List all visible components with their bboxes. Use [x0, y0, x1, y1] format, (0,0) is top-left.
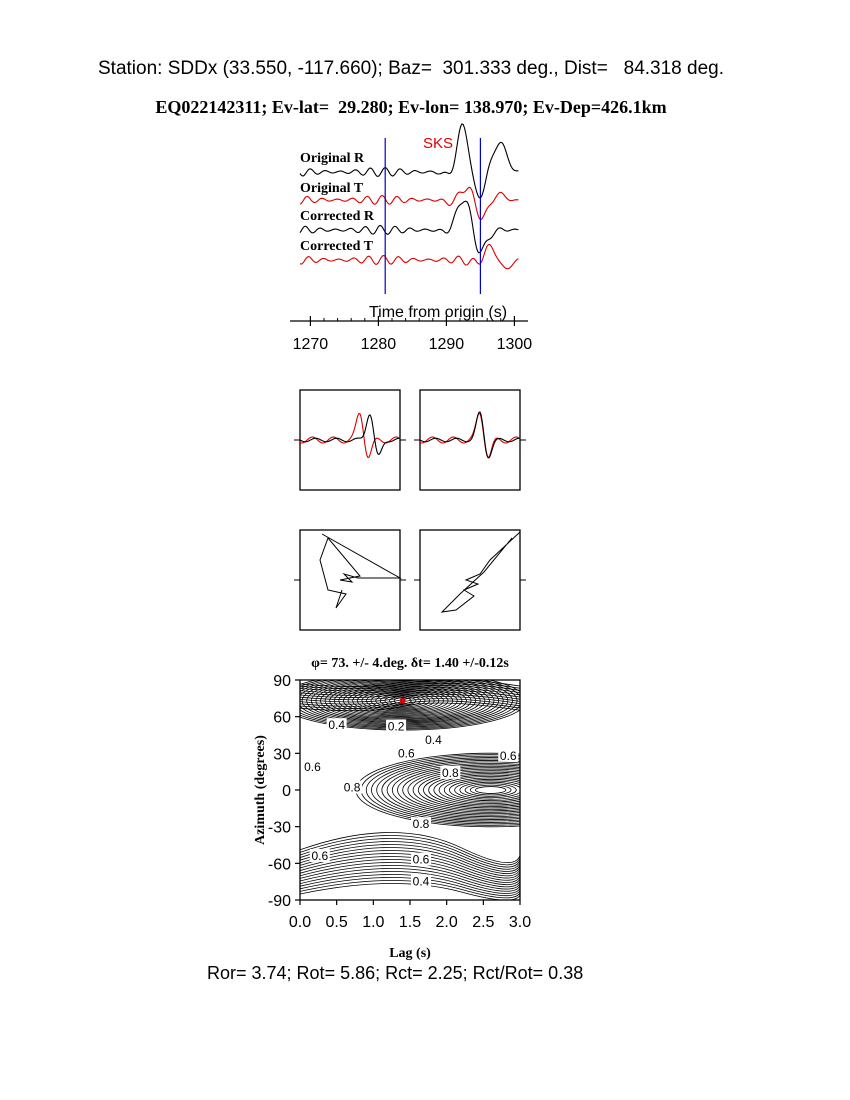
event-info: EQ022142311; Ev-lat= 29.280; Ev-lon= 138.970; Ev-Dep=426.1km — [155, 97, 667, 117]
overlay-trace-r — [300, 415, 400, 455]
azimuth-tick-label: 30 — [273, 746, 291, 764]
time-axis-label: Time from origin (s) — [368, 304, 508, 321]
contour-line — [300, 883, 521, 900]
contour-label: 0.6 — [499, 748, 517, 763]
contour-label: 0.4 — [425, 732, 442, 747]
time-tick-label: 1270 — [292, 336, 329, 353]
contour-label: 0.6 — [412, 852, 430, 867]
best-fit-point — [400, 698, 406, 704]
small-panels — [300, 390, 520, 630]
contour-line — [300, 832, 521, 862]
particle-motion-corrected — [420, 530, 520, 630]
overlay-trace-r — [420, 412, 520, 458]
contour-label: 0.4 — [328, 718, 346, 733]
trace-label-original-t: Original T — [300, 181, 364, 196]
azimuth-tick-label: -60 — [267, 856, 291, 874]
azimuth-tick-label: -90 — [267, 893, 291, 910]
lag-tick-label: 2.0 — [435, 914, 458, 931]
contour-line — [413, 769, 568, 811]
lag-tick-label: 0.0 — [288, 914, 312, 931]
azimuth-tick-label: 90 — [273, 673, 291, 690]
contour-line — [356, 753, 626, 827]
contour-label: 0.6 — [311, 849, 329, 863]
azimuth-tick-label: 60 — [273, 709, 291, 727]
time-tick-label: 1280 — [360, 336, 397, 353]
contour-line — [475, 787, 505, 794]
contour-label: 0.6 — [304, 759, 321, 774]
contour-label: 0.8 — [441, 765, 459, 780]
trace-label-corrected-t: Corrected T — [300, 239, 373, 254]
overlay-trace-t — [420, 413, 520, 457]
misfit-contours — [279, 671, 625, 900]
lag-tick-label: 1.0 — [362, 914, 385, 931]
contour-line — [392, 763, 589, 816]
lag-tick-label: 1.5 — [398, 914, 422, 931]
overlay-trace-t — [300, 413, 400, 457]
misfit-xlabel: Lag (s) — [389, 946, 431, 961]
particle-motion-trace — [320, 534, 400, 608]
station-info: Station: SDDx (33.550, -117.660); Baz= 301.333 deg., Dist= 84.318 deg. — [98, 58, 724, 79]
contour-line — [465, 784, 516, 797]
trace-label-corrected-r: Corrected R — [300, 209, 374, 224]
time-tick-label: 1290 — [428, 336, 465, 353]
contour-label: 0.8 — [412, 817, 430, 832]
phase-label: SKS — [422, 135, 454, 152]
contour-label: 0.4 — [412, 874, 430, 889]
contour-line — [444, 778, 537, 802]
lag-tick-label: 3.0 — [508, 914, 532, 931]
trace-label-original-r: Original R — [300, 151, 365, 166]
azimuth-tick-label: -30 — [267, 819, 291, 837]
contour-line — [377, 759, 605, 821]
lag-tick-label: 0.5 — [325, 914, 348, 931]
waveform-overlay-original — [300, 390, 400, 490]
azimuth-tick-label: 0 — [282, 783, 291, 800]
small-panel-curves — [294, 412, 526, 612]
misfit-ylabel: Azimuth (degrees) — [253, 735, 268, 845]
contour-line — [408, 765, 574, 813]
contour-label: 0.2 — [387, 719, 405, 734]
misfit-title: φ= 73. +/- 4.deg. δt= 1.40 +/-0.12s — [311, 656, 509, 671]
contour-lines — [279, 671, 625, 900]
contour-line — [371, 758, 609, 823]
particle-motion-trace — [442, 532, 520, 612]
time-tick-label: 1300 — [496, 336, 533, 353]
contour-line — [460, 782, 522, 798]
ratios-line: Ror= 3.74; Rot= 5.86; Rct= 2.25; Rct/Rot= 0.38 — [207, 963, 584, 983]
contour-label: 0.6 — [397, 746, 415, 761]
contour-line — [361, 755, 620, 826]
contour-label: 0.8 — [343, 780, 361, 795]
lag-tick-label: 2.5 — [472, 914, 495, 931]
contour-line — [300, 868, 521, 889]
